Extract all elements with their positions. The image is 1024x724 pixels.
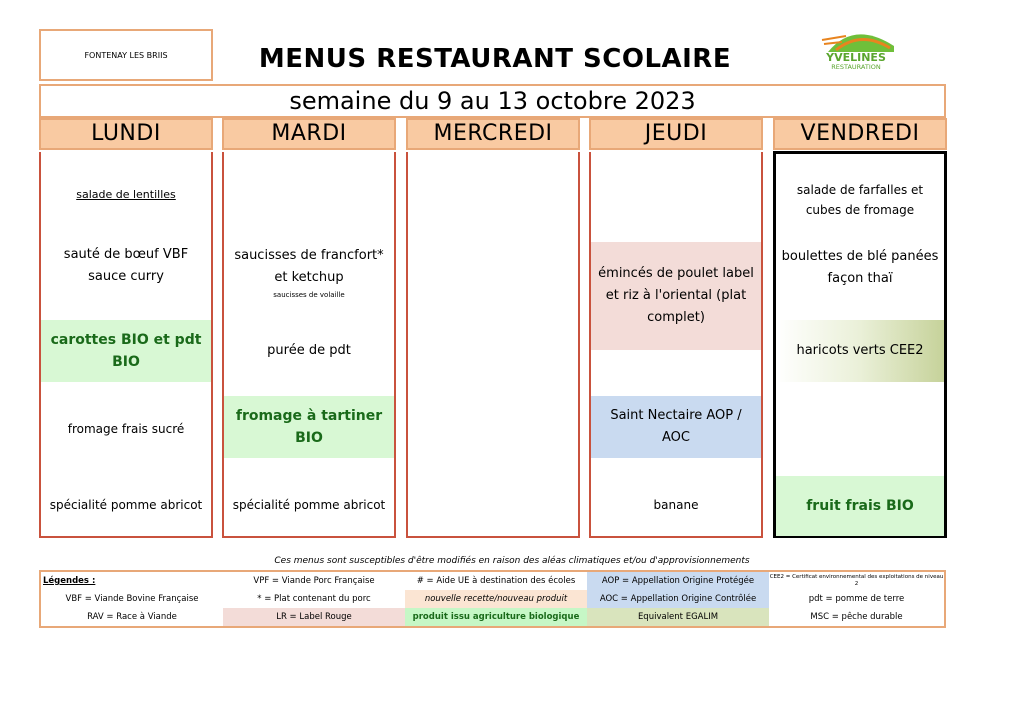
legend-porc: * = Plat contenant du porc: [257, 594, 371, 604]
day-header-mercredi: MERCREDI: [406, 118, 580, 150]
mardi-plat-text: saucisses de francfort* et ketchup: [234, 248, 384, 285]
jeudi-plat: émincés de poulet label et riz à l'oriental (plat complet): [591, 242, 761, 350]
legend-aop: AOP = Appellation Origine Protégée: [587, 572, 769, 590]
legend-vpf: VPF = Viande Porc Française: [253, 576, 375, 586]
legend-bio: produit issu agriculture biologique: [405, 608, 587, 626]
legend-title: Légendes :: [43, 576, 96, 586]
day-header-jeudi: JEUDI: [589, 118, 763, 150]
legend-pdt: pdt = pomme de terre: [808, 594, 905, 604]
mardi-plat-note: saucisses de volaille: [273, 291, 345, 299]
disclaimer-note: Ces menus sont susceptibles d'être modifiés en raison des aléas climatiques et/ou d'approvisionnements: [274, 556, 750, 566]
column-lundi: [39, 152, 213, 538]
vendredi-plat: boulettes de blé panées façon thaï: [781, 249, 939, 286]
legend-lr: LR = Label Rouge: [223, 608, 405, 626]
legend-aoc: AOC = Appellation Origine Contrôlée: [587, 590, 769, 608]
legend-nouvelle: nouvelle recette/nouveau produit: [405, 590, 587, 608]
legend-egalim: Equivalent EGALIM: [587, 608, 769, 626]
mardi-dessert: spécialité pomme abricot: [232, 498, 386, 512]
jeudi-dessert: banane: [653, 498, 699, 512]
day-header-lundi: LUNDI: [39, 118, 213, 150]
day-header-vendredi: VENDREDI: [773, 118, 947, 150]
vendredi-accompagnement: haricots verts CEE2: [776, 320, 944, 382]
mardi-fromage: fromage à tartiner BIO: [224, 396, 394, 458]
lundi-entree: [41, 177, 211, 213]
lundi-plat: sauté de bœuf VBF sauce curry: [63, 247, 189, 284]
mardi-accompagnement: purée de pdt: [267, 343, 351, 358]
column-jeudi: [589, 152, 763, 538]
legend-vbf: VBF = Viande Bovine Française: [65, 594, 199, 604]
page-title: MENUS RESTAURANT SCOLAIRE: [258, 44, 732, 74]
column-mardi: [222, 152, 396, 538]
legend-cee2: CEE2 = Certificat environnemental des exploitations de niveau 2: [769, 574, 944, 587]
legend-msc: MSC = pêche durable: [810, 612, 903, 622]
legend-rav: RAV = Race à Viande: [87, 612, 177, 622]
jeudi-fromage: Saint Nectaire AOP / AOC: [591, 396, 761, 458]
mardi-plat: [224, 242, 394, 304]
legend-box: [39, 570, 946, 628]
vendredi-entree: salade de farfalles et cubes de fromage: [796, 183, 924, 217]
logo-text-1: YVELINES: [826, 51, 886, 64]
week-banner: semaine du 9 au 13 octobre 2023: [39, 84, 946, 118]
logo: [806, 22, 906, 74]
logo-text-2: RESTAURATION: [831, 63, 881, 71]
lundi-dessert: spécialité pomme abricot: [49, 498, 203, 512]
legend-aide: # = Aide UE à destination des écoles: [416, 576, 576, 586]
day-header-mardi: MARDI: [222, 118, 396, 150]
lundi-fromage: fromage frais sucré: [67, 422, 185, 436]
lundi-entree-text: salade de lentilles: [76, 188, 176, 201]
lundi-accompagnement: carottes BIO et pdt BIO: [41, 320, 211, 382]
column-mercredi: [406, 152, 580, 538]
column-vendredi: [773, 151, 947, 538]
town-name: FONTENAY LES BRIIS: [39, 29, 213, 81]
vendredi-dessert: fruit frais BIO: [776, 476, 944, 536]
